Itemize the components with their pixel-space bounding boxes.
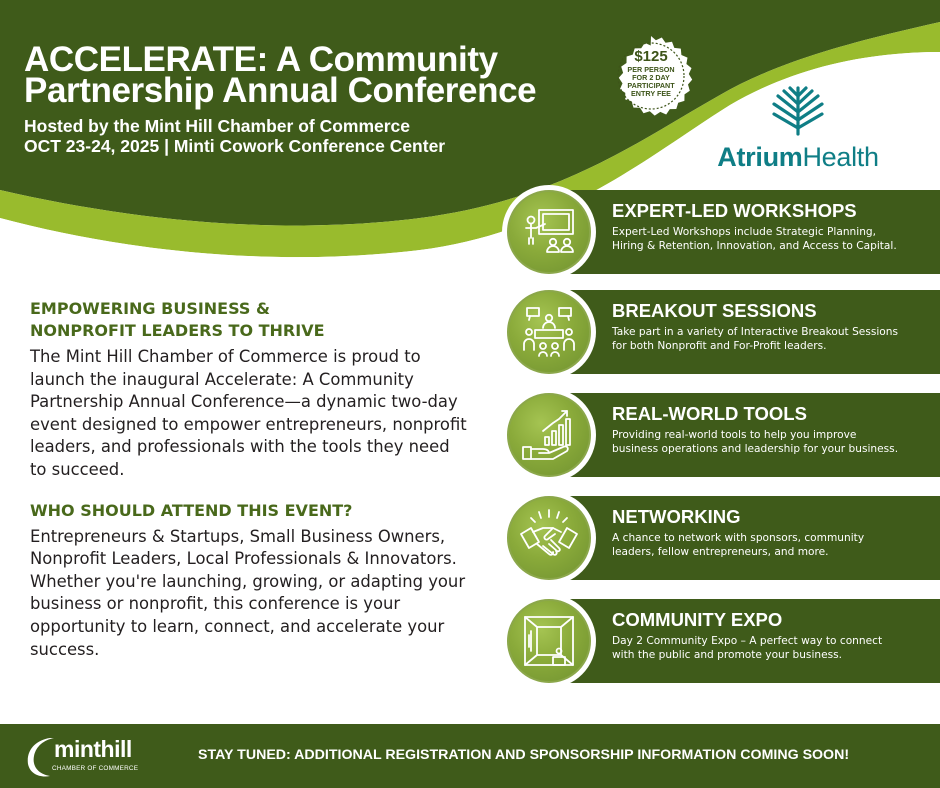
- feature-desc-line: business operations and leadership for your business.: [612, 443, 899, 455]
- sponsor-logo-block: [708, 82, 888, 172]
- intro-heading-line-1: EMPOWERING BUSINESS &: [30, 299, 270, 318]
- price-badge: [609, 34, 693, 118]
- event-title-line-2: Partnership Annual Conference: [24, 71, 537, 110]
- feature-desc: [612, 634, 932, 662]
- feature-icon-circle: [502, 594, 596, 688]
- feature-desc-line: with the public and promote your business.: [612, 649, 843, 661]
- feature-desc-line: Providing real-world tools to help you improve: [612, 429, 857, 441]
- feature-title: EXPERT-LED WORKSHOPS: [612, 200, 857, 221]
- handshake-icon: [509, 498, 589, 578]
- feature-desc: [612, 325, 932, 353]
- feature-tools: [498, 393, 940, 477]
- sponsor-name-bold: Atrium: [717, 142, 803, 172]
- sponsor-name: [708, 142, 888, 172]
- event-subtitle: [24, 116, 584, 156]
- feature-desc: [612, 531, 932, 559]
- feature-title: COMMUNITY EXPO: [612, 609, 783, 630]
- feature-title: NETWORKING: [612, 506, 741, 527]
- feature-desc-line: Expert-Led Workshops include Strategic Planning,: [612, 226, 877, 238]
- feature-desc-line: leaders, fellow entrepreneurs, and more.: [612, 546, 829, 558]
- feature-desc-line: A chance to network with sponsors, community: [612, 532, 865, 544]
- feature-title: BREAKOUT SESSIONS: [612, 300, 817, 321]
- event-date-venue: OCT 23-24, 2025 | Minti Cowork Conference Center: [24, 136, 446, 156]
- event-host: Hosted by the Mint Hill Chamber of Commerce: [24, 116, 411, 136]
- feature-text: [612, 200, 932, 253]
- feature-desc: [612, 428, 932, 456]
- intro-body: The Mint Hill Chamber of Commerce is proud to launch the inaugural Accelerate: A Community Partnership Annual Conference—a dynamic two-day event designed to empower entrepreneurs, nonprofit leaders, and professionals with the tools they need to succeed.: [30, 347, 467, 479]
- footer-message: STAY TUNED: ADDITIONAL REGISTRATION AND SPONSORSHIP INFORMATION COMING SOON!: [198, 747, 850, 763]
- feature-icon-circle: [502, 185, 596, 279]
- feature-workshops: [498, 190, 940, 274]
- price-note: PER PERSON FOR 2 DAY PARTICIPANT ENTRY FEE: [627, 65, 675, 98]
- minthill-brand-sub: CHAMBER OF COMMERCE: [52, 765, 139, 772]
- feature-expo: [498, 599, 940, 683]
- feature-desc-line: Take part in a variety of Interactive Breakout Sessions: [612, 326, 899, 338]
- feature-desc-line: for both Nonprofit and For-Profit leaders.: [612, 340, 827, 352]
- sponsor-name-light: Health: [802, 142, 879, 172]
- feature-icon-circle: [502, 491, 596, 585]
- feature-desc: [612, 225, 932, 253]
- atrium-leaf-icon: [768, 82, 828, 138]
- attend-heading: WHO SHOULD ATTEND THIS EVENT?: [30, 500, 353, 520]
- price-text: [609, 49, 693, 98]
- feature-icon-circle: [502, 388, 596, 482]
- header: [24, 40, 584, 156]
- meeting-table-icon: [509, 292, 589, 372]
- feature-breakout: [498, 290, 940, 374]
- growth-chart-hand-icon: [509, 395, 589, 475]
- feature-text: [612, 506, 932, 559]
- feature-icon-circle: [502, 285, 596, 379]
- event-title-line-1: ACCELERATE: A Community: [24, 40, 498, 79]
- feature-desc-line: Day 2 Community Expo – A perfect way to connect: [612, 635, 883, 647]
- feature-text: [612, 403, 932, 456]
- intro-section: [30, 298, 470, 661]
- intro-heading: [30, 298, 470, 342]
- minthill-brand: minthill: [54, 736, 132, 762]
- intro-heading-line-2: NONPROFIT LEADERS TO THRIVE: [30, 321, 325, 340]
- feature-title: REAL-WORLD TOOLS: [612, 403, 807, 424]
- minthill-logo: [24, 734, 144, 780]
- feature-text: [612, 300, 932, 353]
- footer: [0, 724, 940, 788]
- price-amount: $125: [634, 48, 668, 65]
- attend-body: Entrepreneurs & Startups, Small Business Owners, Nonprofit Leaders, Local Professionals & Innovators. Whether you're launching, growing, or adapting your business or nonprofit, this conference is your opportunity to learn, connect, and accelerate your success.: [30, 526, 466, 659]
- feature-desc-line: Hiring & Retention, Innovation, and Access to Capital.: [612, 240, 897, 252]
- feature-text: [612, 609, 932, 662]
- feature-networking: [498, 496, 940, 580]
- expo-booth-icon: [509, 601, 589, 681]
- presentation-icon: [509, 192, 589, 272]
- event-title: [24, 40, 584, 110]
